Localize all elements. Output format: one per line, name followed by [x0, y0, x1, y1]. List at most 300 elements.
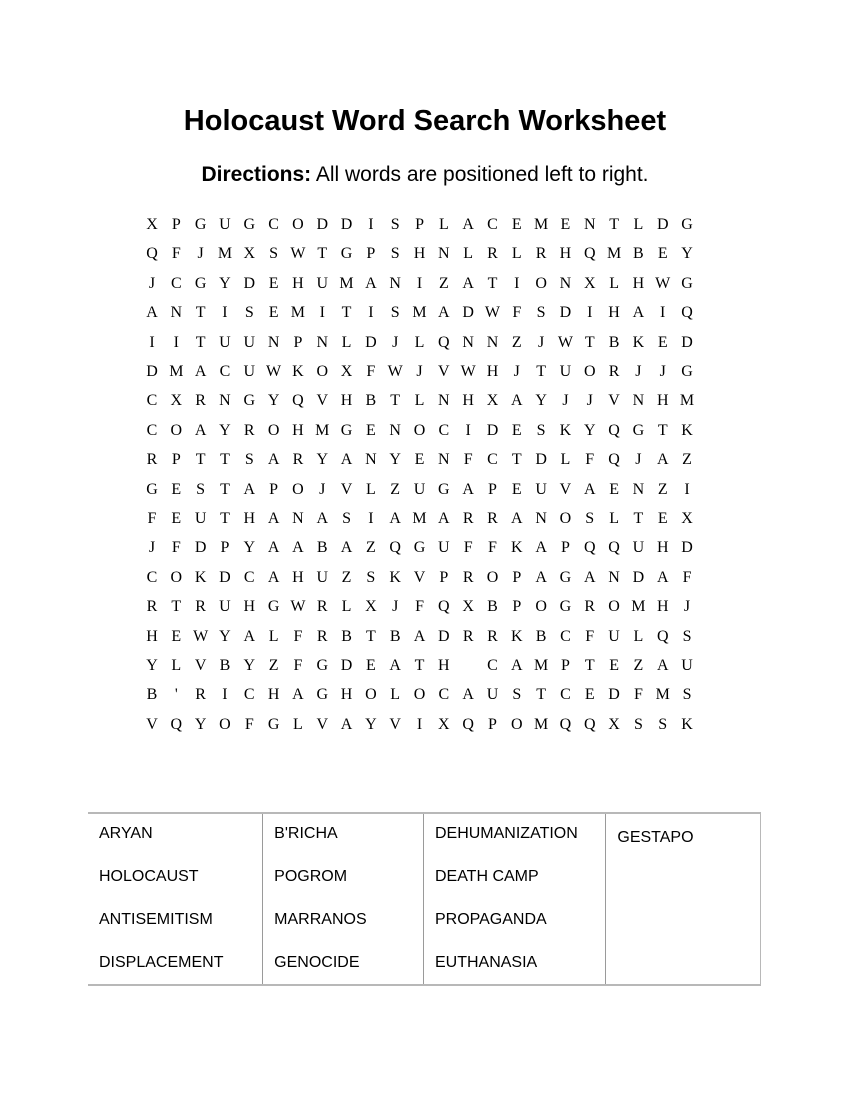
grid-letter: V: [559, 480, 572, 498]
grid-letter: U: [681, 657, 693, 674]
grid-letter: B: [341, 627, 352, 645]
grid-letter: C: [487, 657, 498, 674]
grid-letter: U: [608, 627, 620, 645]
grid-letter: J: [659, 363, 666, 380]
grid-letter: B: [316, 539, 328, 557]
grid-letter: S: [390, 245, 400, 263]
grid-letter: S: [342, 510, 351, 527]
grid-letter: M: [290, 304, 306, 322]
grid-letter: O: [413, 421, 426, 439]
grid-letter: K: [511, 627, 523, 645]
grid-letter: A: [340, 715, 353, 733]
grid-letter: N: [292, 510, 304, 527]
grid-letter: A: [389, 657, 401, 674]
grid-letter: O: [535, 598, 547, 616]
grid-letter: U: [219, 598, 231, 616]
grid-letter: U: [438, 539, 450, 557]
grid-letter: E: [365, 421, 376, 439]
grid-letter: V: [340, 480, 353, 498]
grid-letter: G: [340, 421, 353, 439]
grid-letter: S: [682, 627, 692, 645]
grid-letter: G: [438, 480, 450, 498]
grid-letter: S: [682, 686, 692, 704]
grid-letter: C: [560, 686, 571, 704]
grid-letter: H: [340, 686, 353, 704]
grid-letter: P: [488, 715, 497, 733]
grid-letter: D: [243, 274, 256, 292]
grid-letter: T: [657, 421, 668, 439]
grid-letter: A: [438, 304, 450, 322]
grid-letter: R: [584, 598, 596, 616]
grid-letter: R: [195, 392, 206, 410]
grid-letter: Y: [316, 451, 329, 469]
grid-letter: F: [171, 245, 181, 263]
grid-letter: A: [267, 510, 280, 527]
grid-letter: I: [587, 304, 593, 322]
grid-letter: M: [169, 363, 184, 380]
grid-letter: G: [194, 274, 207, 292]
grid-letter: H: [559, 245, 572, 263]
grid-letter: L: [268, 627, 279, 645]
grid-letter: F: [293, 657, 303, 674]
grid-letter: E: [657, 333, 668, 351]
grid-letter: S: [269, 245, 279, 263]
grid-letter: E: [584, 686, 595, 704]
grid-letter: L: [511, 245, 522, 263]
grid-letter: E: [171, 480, 182, 498]
grid-letter: H: [632, 274, 645, 292]
grid-letter: D: [535, 451, 547, 469]
grid-letter: N: [365, 451, 377, 469]
grid-letter: G: [559, 568, 572, 586]
grid-letter: R: [243, 421, 255, 439]
grid-letter: T: [536, 363, 546, 380]
grid-letter: R: [316, 598, 328, 616]
grid-letter: J: [586, 392, 593, 410]
grid-letter: U: [559, 363, 572, 380]
grid-letter: V: [316, 715, 329, 733]
grid-letter: A: [656, 451, 669, 469]
grid-letter: A: [316, 510, 329, 527]
grid-letter: L: [609, 510, 619, 527]
grid-letter: H: [292, 421, 304, 439]
grid-letter: R: [462, 627, 474, 645]
grid-letter: I: [660, 304, 666, 322]
grid-letter: Q: [656, 627, 669, 645]
grid-letter: T: [609, 216, 619, 233]
grid-letter: P: [171, 451, 181, 469]
grid-letter: P: [415, 216, 424, 233]
grid-letter: F: [244, 715, 254, 733]
grid-letter: A: [656, 568, 669, 586]
grid-letter: L: [633, 627, 644, 645]
grid-letter: N: [389, 274, 401, 292]
grid-letter: R: [195, 598, 206, 616]
grid-letter: R: [535, 245, 547, 263]
grid-letter: X: [438, 715, 450, 733]
grid-letter: Q: [438, 598, 450, 616]
grid-letter: J: [148, 274, 156, 292]
grid-letter: J: [683, 598, 691, 616]
grid-letter: B: [487, 598, 498, 616]
grid-letter: J: [562, 392, 569, 410]
grid-letter: J: [392, 333, 399, 351]
letter-grid: [0, 215, 850, 745]
grid-letter: L: [609, 274, 619, 292]
grid-letter: V: [438, 363, 450, 380]
grid-letter: S: [366, 568, 376, 586]
grid-letter: N: [438, 451, 450, 469]
grid-letter: A: [267, 451, 280, 469]
word-bank-item: DEHUMANIZATION: [434, 825, 578, 842]
grid-letter: D: [340, 657, 353, 674]
grid-letter: G: [632, 421, 645, 439]
grid-letter: A: [413, 627, 426, 645]
grid-letter: K: [389, 568, 401, 586]
directions-label: Directions:: [201, 163, 312, 186]
grid-letter: M: [533, 657, 549, 674]
grid-letter: A: [511, 392, 523, 410]
grid-letter: D: [146, 363, 158, 380]
grid-letter: N: [486, 333, 499, 351]
word-bank-column-3: [423, 813, 605, 985]
grid-letter: G: [681, 274, 693, 292]
grid-letter: H: [438, 657, 450, 674]
grid-letter: Y: [389, 451, 401, 469]
grid-letter: R: [462, 568, 474, 586]
grid-letter: S: [658, 715, 668, 733]
grid-letter: S: [390, 216, 400, 233]
grid-letter: W: [266, 363, 282, 380]
grid-letter: V: [608, 392, 620, 410]
grid-letter: O: [170, 568, 183, 586]
grid-letter: Y: [219, 274, 231, 292]
grid-letter: I: [465, 421, 471, 439]
grid-letter: M: [412, 304, 427, 322]
grid-letter: I: [368, 510, 374, 527]
grid-letter: D: [559, 304, 572, 322]
grid-letter: X: [243, 245, 256, 263]
grid-letter: L: [560, 451, 571, 469]
grid-letter: A: [535, 539, 547, 557]
grid-letter: N: [316, 333, 329, 351]
grid-letter: R: [316, 627, 328, 645]
grid-letter: W: [460, 363, 476, 380]
grid-letter: F: [585, 451, 595, 469]
word-bank-item: ARYAN: [99, 825, 153, 842]
grid-letter: F: [293, 627, 303, 645]
grid-letter: F: [366, 363, 376, 380]
grid-letter: [457, 656, 479, 676]
grid-letter: Y: [194, 715, 207, 733]
grid-letter: F: [463, 539, 473, 557]
grid-letter: H: [608, 304, 620, 322]
grid-letter: V: [146, 715, 158, 733]
grid-letter: O: [559, 510, 572, 527]
grid-letter: X: [340, 363, 353, 380]
grid-letter: I: [416, 715, 423, 733]
grid-letter: P: [171, 216, 181, 233]
grid-letter: S: [536, 304, 546, 322]
grid-letter: Y: [267, 392, 280, 410]
grid-letter: D: [486, 421, 499, 439]
grid-letter: E: [268, 304, 279, 322]
grid-letter: J: [392, 598, 399, 616]
grid-letter: E: [171, 627, 182, 645]
grid-letter: M: [339, 274, 354, 292]
grid-letter: Z: [511, 333, 522, 351]
grid-letter: N: [608, 568, 620, 586]
grid-letter: H: [146, 627, 158, 645]
grid-letter: O: [486, 568, 499, 586]
grid-letter: D: [340, 216, 353, 233]
grid-letter: O: [170, 421, 183, 439]
word-bank-column-1: [88, 813, 263, 985]
grid-letter: G: [413, 539, 426, 557]
grid-letter: A: [243, 480, 256, 498]
grid-letter: G: [681, 363, 693, 380]
grid-letter: H: [656, 539, 669, 557]
grid-letter: G: [267, 715, 280, 733]
grid-letter: P: [220, 539, 230, 557]
grid-letter: L: [414, 392, 425, 410]
grid-letter: X: [170, 392, 183, 410]
grid-letter: V: [389, 715, 401, 733]
grid-letter: T: [390, 392, 401, 410]
grid-letter: Z: [438, 274, 449, 292]
grid-letter: L: [414, 333, 425, 351]
grid-letter: E: [511, 216, 522, 233]
grid-letter: A: [583, 568, 596, 586]
grid-letter: A: [267, 568, 280, 586]
grid-letter: M: [533, 715, 549, 733]
grid-letter: V: [316, 392, 329, 410]
grid-letter: C: [243, 686, 255, 704]
grid-letter: J: [416, 363, 423, 380]
grid-letter: R: [146, 451, 158, 469]
grid-letter: F: [512, 304, 522, 322]
grid-letter: Z: [682, 451, 692, 469]
grid-letter: C: [219, 363, 231, 380]
grid-letter: U: [194, 510, 207, 527]
grid-letter: X: [365, 598, 377, 616]
grid-letter: M: [217, 245, 233, 263]
grid-letter: W: [655, 274, 671, 292]
grid-letter: X: [583, 274, 596, 292]
grid-letter: M: [606, 245, 622, 263]
grid-letter: P: [293, 333, 303, 351]
grid-letter: Q: [292, 392, 304, 410]
grid-letter: C: [487, 451, 498, 469]
grid-letter: J: [513, 363, 520, 380]
grid-letter: L: [633, 216, 644, 233]
grid-letter: W: [484, 304, 501, 322]
grid-letter: O: [219, 715, 231, 733]
word-bank-item: GENOCIDE: [274, 954, 360, 971]
grid-letter: P: [560, 539, 570, 557]
grid-letter: T: [414, 657, 425, 674]
grid-letter: T: [536, 686, 546, 704]
grid-letter: Q: [462, 715, 474, 733]
grid-letter: U: [219, 333, 231, 351]
grid-letter: X: [486, 392, 499, 410]
grid-letter: H: [462, 392, 474, 410]
grid-letter: J: [537, 333, 545, 351]
grid-letter: B: [146, 686, 158, 704]
grid-letter: M: [533, 216, 549, 233]
grid-letter: G: [243, 216, 256, 233]
grid-letter: J: [319, 480, 326, 498]
grid-letter: C: [146, 568, 158, 586]
grid-letter: C: [438, 421, 450, 439]
grid-letter: E: [609, 480, 619, 498]
grid-letter: K: [292, 363, 304, 380]
grid-letter: T: [220, 451, 230, 469]
grid-letter: H: [413, 245, 426, 263]
grid-letter: F: [171, 539, 181, 557]
grid-letter: C: [438, 686, 450, 704]
grid-letter: E: [657, 245, 668, 263]
grid-letter: N: [389, 421, 401, 439]
grid-letter: Z: [365, 539, 376, 557]
grid-letter: G: [267, 598, 280, 616]
grid-letter: O: [583, 363, 596, 380]
grid-letter: O: [365, 686, 377, 704]
grid-letter: D: [219, 568, 231, 586]
grid-letter: A: [243, 627, 256, 645]
grid-letter: C: [170, 274, 182, 292]
grid-letter: U: [535, 480, 547, 498]
grid-letter: N: [583, 216, 596, 233]
grid-letter: U: [632, 539, 645, 557]
grid-letter: H: [656, 392, 669, 410]
grid-letter: D: [632, 568, 645, 586]
grid-letter: O: [292, 216, 304, 233]
grid-letter: B: [389, 627, 401, 645]
grid-letter: M: [679, 392, 695, 410]
grid-letter: C: [146, 421, 158, 439]
grid-letter: N: [462, 333, 474, 351]
grid-letter: G: [194, 216, 207, 233]
grid-letter: I: [222, 686, 228, 704]
grid-letter: Q: [146, 245, 158, 263]
grid-letter: N: [632, 392, 645, 410]
grid-letter: T: [633, 510, 644, 527]
grid-letter: D: [316, 216, 329, 233]
directions-text: All words are positioned left to right.: [311, 163, 649, 186]
word-bank-row: [88, 813, 761, 985]
grid-letter: I: [173, 333, 179, 351]
grid-letter: P: [269, 480, 279, 498]
grid-letter: Q: [583, 539, 596, 557]
grid-letter: H: [267, 686, 280, 704]
grid-letter: H: [340, 392, 353, 410]
grid-letter: I: [368, 304, 374, 322]
grid-letter: W: [290, 598, 306, 616]
grid-letter: H: [243, 598, 256, 616]
grid-letter: A: [146, 304, 158, 322]
grid-letter: O: [413, 686, 426, 704]
grid-letter: Q: [438, 333, 450, 351]
grid-letter: K: [681, 421, 693, 439]
grid-letter: W: [557, 333, 573, 351]
grid-letter: Q: [608, 421, 620, 439]
grid-letter: E: [171, 510, 182, 527]
grid-letter: R: [292, 451, 304, 469]
word-bank-item: EUTHANASIA: [434, 954, 538, 971]
grid-letter: T: [195, 451, 206, 469]
grid-letter: O: [292, 480, 304, 498]
grid-letter: Q: [559, 715, 572, 733]
grid-letter: S: [196, 480, 206, 498]
grid-letter: C: [146, 392, 158, 410]
grid-letter: N: [632, 480, 645, 498]
word-bank-item: HOLOCAUST: [99, 868, 199, 885]
grid-letter: L: [438, 216, 449, 233]
grid-letter: B: [608, 333, 620, 351]
grid-letter: T: [171, 598, 182, 616]
grid-letter: C: [487, 216, 498, 233]
grid-letter: F: [463, 451, 473, 469]
grid-letter: J: [635, 451, 642, 469]
grid-letter: L: [341, 598, 352, 616]
grid-letter: F: [633, 686, 643, 704]
grid-letter: Z: [268, 657, 279, 674]
grid-letter: P: [488, 480, 497, 498]
grid-letter: S: [633, 715, 643, 733]
grid-letter: I: [416, 274, 423, 292]
grid-letter: Q: [608, 539, 620, 557]
grid-letter: X: [681, 510, 693, 527]
grid-letter: U: [243, 333, 256, 351]
grid-letter: Z: [657, 480, 668, 498]
grid-letter: R: [608, 363, 620, 380]
grid-letter: U: [486, 686, 499, 704]
grid-letter: Y: [365, 715, 377, 733]
grid-letter: D: [656, 216, 669, 233]
grid-letter: A: [194, 421, 207, 439]
grid-letter: S: [244, 304, 254, 322]
grid-letter: A: [292, 686, 304, 704]
grid-letter: Q: [389, 539, 401, 557]
grid-letter: X: [146, 216, 158, 233]
grid-letter: O: [267, 421, 280, 439]
grid-letter: P: [512, 568, 522, 586]
grid-letter: X: [608, 715, 620, 733]
grid-letter: N: [267, 333, 280, 351]
grid-letter: A: [438, 510, 450, 527]
grid-letter: E: [511, 480, 522, 498]
grid-letter: F: [147, 510, 157, 527]
grid-letter: R: [487, 245, 498, 263]
grid-letter: S: [390, 304, 400, 322]
grid-letter: F: [682, 568, 692, 586]
grid-letter: A: [462, 480, 474, 498]
grid-letter: R: [487, 510, 498, 527]
grid-letter: N: [535, 510, 547, 527]
grid-letter: K: [681, 715, 693, 733]
grid-letter: A: [583, 480, 596, 498]
grid-letter: V: [413, 568, 426, 586]
word-bank-item: PROPAGANDA: [434, 911, 547, 928]
grid-letter: L: [463, 245, 474, 263]
grid-letter: R: [146, 598, 158, 616]
grid-letter: A: [462, 686, 474, 704]
grid-letter: Y: [219, 421, 231, 439]
grid-letter: Z: [390, 480, 401, 498]
grid-letter: Q: [170, 715, 183, 733]
grid-letter: H: [292, 274, 304, 292]
